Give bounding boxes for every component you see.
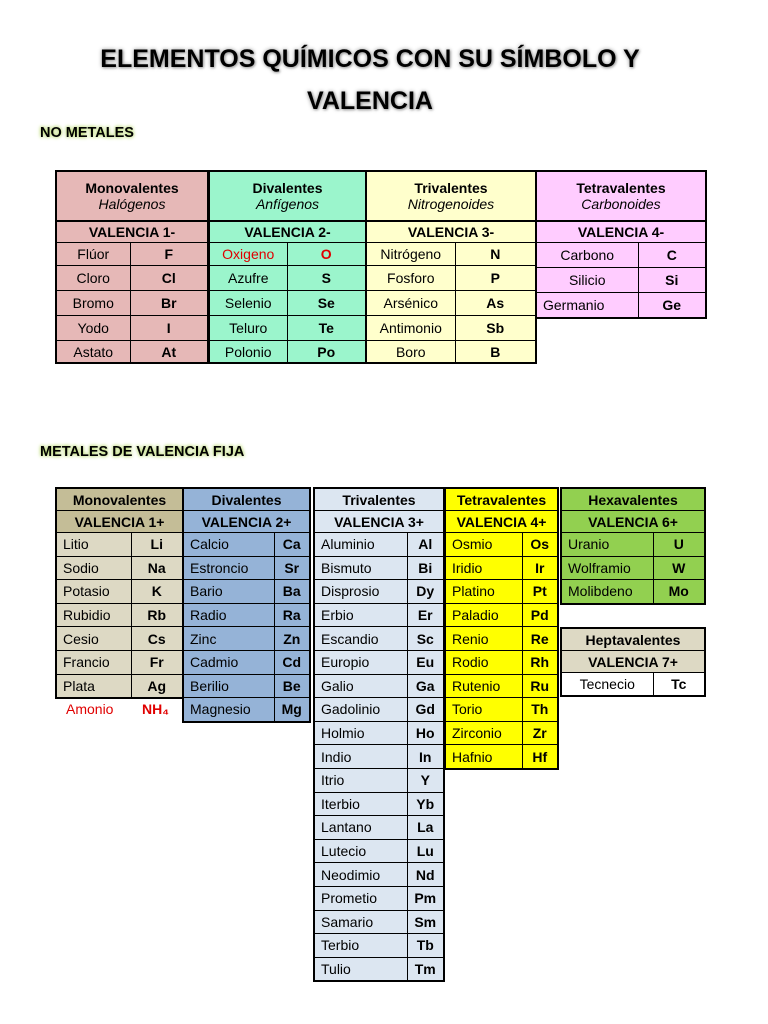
group-name: Monovalentes: [85, 180, 179, 196]
table-row: [209, 243, 366, 266]
element-symbol: Cd: [274, 650, 310, 674]
element-name: Rubidio: [56, 603, 131, 627]
element-name: Arsénico: [366, 291, 455, 316]
group-header: [536, 171, 706, 221]
table-row: [445, 698, 558, 722]
table-row: [314, 603, 444, 627]
valencia-row: [56, 221, 208, 243]
element-name: Cesio: [56, 627, 131, 651]
section-no-metales: NO METALES: [40, 125, 134, 141]
element-symbol: Eu: [407, 650, 444, 674]
no-metales-table-2: [365, 170, 537, 364]
element-name: Flúor: [56, 243, 130, 266]
table-row: [536, 243, 706, 268]
table-row: [366, 316, 536, 341]
extra-element-symbol: NH₄: [142, 701, 169, 717]
valencia-row: [183, 511, 310, 533]
table-row: [209, 291, 366, 316]
element-symbol: P: [455, 266, 536, 291]
metales-table-4: [560, 487, 706, 605]
no-metales-table-3: [535, 170, 707, 319]
element-name: Wolframio: [561, 556, 653, 580]
element-name: Hafnio: [445, 745, 522, 769]
table-row: [209, 266, 366, 291]
table-row: [314, 627, 444, 651]
element-symbol: Al: [407, 533, 444, 557]
element-name: Tecnecio: [561, 673, 653, 697]
element-symbol: Dy: [407, 580, 444, 604]
element-name: Litio: [56, 533, 131, 557]
table-row: [314, 768, 444, 792]
table-row: [445, 627, 558, 651]
table-row: [561, 556, 705, 580]
table-row: [536, 268, 706, 293]
element-symbol: Mg: [274, 698, 310, 722]
group-name: Tetravalentes: [576, 180, 666, 196]
valencia-label: VALENCIA 2-: [209, 221, 366, 243]
element-name: Lutecio: [314, 839, 407, 863]
table-row: [183, 533, 310, 557]
element-name: Estroncio: [183, 556, 274, 580]
element-symbol: N: [455, 243, 536, 266]
metales-table-0: [55, 487, 184, 699]
element-symbol: Sr: [274, 556, 310, 580]
element-name: Aluminio: [314, 533, 407, 557]
metales-table-5: [560, 627, 706, 697]
element-symbol: Ag: [131, 674, 183, 698]
table-row: [56, 341, 208, 364]
valencia-row: [314, 511, 444, 533]
element-name: Plata: [56, 674, 131, 698]
group-name: Monovalentes: [56, 488, 183, 511]
element-name: Bismuto: [314, 556, 407, 580]
table-row: [314, 698, 444, 722]
element-symbol: Ba: [274, 580, 310, 604]
element-symbol: Li: [131, 533, 183, 557]
valencia-label: VALENCIA 6+: [561, 511, 705, 533]
table-row: [56, 580, 183, 604]
element-symbol: Tc: [653, 673, 705, 697]
element-name: Polonio: [209, 341, 287, 364]
group-subtitle: Nitrogenoides: [407, 196, 495, 212]
element-name: Berilio: [183, 674, 274, 698]
element-name: Itrio: [314, 768, 407, 792]
table-row: [314, 792, 444, 816]
table-row: [366, 291, 536, 316]
element-name: Bario: [183, 580, 274, 604]
valencia-row: [561, 651, 705, 673]
element-name: Cloro: [56, 266, 130, 291]
element-symbol: Rh: [522, 650, 558, 674]
table-row: [366, 266, 536, 291]
table-row: [183, 650, 310, 674]
extra-element-name: Amonio: [66, 701, 114, 717]
element-name: Iridio: [445, 556, 522, 580]
valencia-row: [445, 511, 558, 533]
group-header: [209, 171, 366, 221]
valencia-label: VALENCIA 3+: [314, 511, 444, 533]
element-name: Holmio: [314, 721, 407, 745]
table-row: [445, 721, 558, 745]
element-name: Zinc: [183, 627, 274, 651]
element-symbol: Er: [407, 603, 444, 627]
table-row: [561, 673, 705, 697]
element-symbol: Ge: [638, 293, 706, 319]
table-row: [314, 745, 444, 769]
element-symbol: Fr: [131, 650, 183, 674]
table-row: [314, 721, 444, 745]
group-name: Hexavalentes: [561, 488, 705, 511]
element-symbol: Tb: [407, 934, 444, 958]
element-name: Magnesio: [183, 698, 274, 722]
table-row: [445, 745, 558, 769]
element-name: Calcio: [183, 533, 274, 557]
element-name: Rutenio: [445, 674, 522, 698]
element-symbol: Sb: [455, 316, 536, 341]
valencia-label: VALENCIA 4-: [536, 221, 706, 243]
metales-table-2: [313, 487, 445, 982]
table-row: [183, 674, 310, 698]
table-row: [314, 934, 444, 958]
element-name: Yodo: [56, 316, 130, 341]
table-row: [56, 266, 208, 291]
table-row: [314, 839, 444, 863]
valencia-row: [56, 511, 183, 533]
group-subtitle: Halógenos: [98, 196, 166, 212]
group-subtitle: Carbonoides: [581, 196, 661, 212]
table-row: [183, 580, 310, 604]
element-name: Germanio: [536, 293, 638, 319]
element-symbol: La: [407, 816, 444, 840]
table-row: [56, 627, 183, 651]
element-symbol: Bi: [407, 556, 444, 580]
element-symbol: Lu: [407, 839, 444, 863]
element-symbol: Hf: [522, 745, 558, 769]
element-name: Selenio: [209, 291, 287, 316]
table-row: [314, 580, 444, 604]
element-symbol: Sc: [407, 627, 444, 651]
valencia-label: VALENCIA 1+: [56, 511, 183, 533]
valencia-label: VALENCIA 1-: [56, 221, 208, 243]
group-header-row: [445, 488, 558, 511]
table-row: [314, 650, 444, 674]
group-name: Trivalentes: [414, 180, 488, 196]
element-symbol: Ga: [407, 674, 444, 698]
element-symbol: Zn: [274, 627, 310, 651]
table-row: [314, 863, 444, 887]
element-symbol: As: [455, 291, 536, 316]
element-symbol: Nd: [407, 863, 444, 887]
table-row: [445, 650, 558, 674]
element-name: Europio: [314, 650, 407, 674]
element-name: Rodio: [445, 650, 522, 674]
element-name: Boro: [366, 341, 455, 364]
valencia-label: VALENCIA 7+: [561, 651, 705, 673]
table-row: [445, 674, 558, 698]
table-row: [209, 341, 366, 364]
element-name: Astato: [56, 341, 130, 364]
valencia-row: [536, 221, 706, 243]
element-symbol: Br: [130, 291, 208, 316]
table-row: [56, 650, 183, 674]
table-row: [314, 556, 444, 580]
element-name: Indio: [314, 745, 407, 769]
group-header-row: [314, 488, 444, 511]
table-row: [445, 580, 558, 604]
element-name: Uranio: [561, 533, 653, 557]
element-name: Osmio: [445, 533, 522, 557]
table-row: [366, 243, 536, 266]
element-symbol: Tm: [407, 957, 444, 981]
group-header-row: [183, 488, 310, 511]
group-name: Trivalentes: [314, 488, 444, 511]
table-row: [561, 580, 705, 604]
table-row: [183, 627, 310, 651]
valencia-label: VALENCIA 2+: [183, 511, 310, 533]
no-metales-table-1: [208, 170, 367, 364]
group-header: [56, 171, 208, 221]
metales-table-1: [182, 487, 311, 723]
valencia-label: VALENCIA 3-: [366, 221, 536, 243]
element-name: Nitrógeno: [366, 243, 455, 266]
element-symbol: B: [455, 341, 536, 364]
element-name: Iterbio: [314, 792, 407, 816]
group-header-row: [209, 171, 366, 221]
element-symbol: Cs: [131, 627, 183, 651]
page-title-line-1: ELEMENTOS QUÍMICOS CON SU SÍMBOLO Y: [100, 45, 640, 73]
table-row: [56, 556, 183, 580]
section-metales-valencia-fija: METALES DE VALENCIA FIJA: [40, 444, 245, 460]
table-row: [314, 674, 444, 698]
table-row: [56, 291, 208, 316]
element-name: Silicio: [536, 268, 638, 293]
element-symbol: Gd: [407, 698, 444, 722]
table-row: [56, 243, 208, 266]
element-symbol: W: [653, 556, 705, 580]
element-symbol: Po: [287, 341, 366, 364]
element-name: Tulio: [314, 957, 407, 981]
element-name: Antimonio: [366, 316, 455, 341]
element-name: Disprosio: [314, 580, 407, 604]
element-symbol: Yb: [407, 792, 444, 816]
element-name: Zirconio: [445, 721, 522, 745]
element-name: Prometio: [314, 886, 407, 910]
table-row: [314, 816, 444, 840]
group-name: Divalentes: [252, 180, 323, 196]
element-name: Azufre: [209, 266, 287, 291]
element-symbol: Os: [522, 533, 558, 557]
element-name: Renio: [445, 627, 522, 651]
element-name: Lantano: [314, 816, 407, 840]
group-name: Tetravalentes: [445, 488, 558, 511]
element-name: Radio: [183, 603, 274, 627]
table-row: [536, 293, 706, 319]
element-symbol: I: [130, 316, 208, 341]
element-symbol: Th: [522, 698, 558, 722]
element-name: Neodimio: [314, 863, 407, 887]
element-name: Erbio: [314, 603, 407, 627]
valencia-row: [209, 221, 366, 243]
element-symbol: Be: [274, 674, 310, 698]
element-symbol: S: [287, 266, 366, 291]
table-row: [445, 533, 558, 557]
element-name: Samario: [314, 910, 407, 934]
element-name: Cadmio: [183, 650, 274, 674]
no-metales-table-0: [55, 170, 209, 364]
element-symbol: In: [407, 745, 444, 769]
table-row: [561, 533, 705, 557]
table-row: [314, 957, 444, 981]
group-header-row: [56, 171, 208, 221]
table-row: [56, 533, 183, 557]
group-header-row: [561, 488, 705, 511]
table-row: [183, 698, 310, 722]
element-name: Fosforo: [366, 266, 455, 291]
group-name: Heptavalentes: [561, 628, 705, 651]
table-row: [314, 533, 444, 557]
table-row: [366, 341, 536, 364]
element-symbol: Sm: [407, 910, 444, 934]
table-row: [183, 556, 310, 580]
element-name: Bromo: [56, 291, 130, 316]
table-row: [56, 674, 183, 698]
group-header: [366, 171, 536, 221]
group-header-row: [536, 171, 706, 221]
element-name: Terbio: [314, 934, 407, 958]
table-row: [56, 603, 183, 627]
table-row: [209, 316, 366, 341]
table-row: [445, 556, 558, 580]
element-name: Sodio: [56, 556, 131, 580]
element-symbol: Se: [287, 291, 366, 316]
group-subtitle: Anfígenos: [255, 196, 320, 212]
table-row: [183, 603, 310, 627]
element-symbol: Ir: [522, 556, 558, 580]
element-symbol: K: [131, 580, 183, 604]
element-symbol: Na: [131, 556, 183, 580]
valencia-row: [366, 221, 536, 243]
element-symbol: Ca: [274, 533, 310, 557]
element-symbol: Te: [287, 316, 366, 341]
element-symbol: Ra: [274, 603, 310, 627]
element-symbol: Zr: [522, 721, 558, 745]
page-title-line-2: VALENCIA: [307, 87, 433, 115]
element-symbol: O: [287, 243, 366, 266]
group-name: Divalentes: [183, 488, 310, 511]
element-name: Escandio: [314, 627, 407, 651]
element-name: Teluro: [209, 316, 287, 341]
element-symbol: Pd: [522, 603, 558, 627]
element-name: Platino: [445, 580, 522, 604]
element-symbol: C: [638, 243, 706, 268]
element-symbol: Cl: [130, 266, 208, 291]
element-symbol: Ru: [522, 674, 558, 698]
element-symbol: Ho: [407, 721, 444, 745]
element-name: Oxigeno: [209, 243, 287, 266]
valencia-row: [561, 511, 705, 533]
element-name: Potasio: [56, 580, 131, 604]
table-row: [314, 910, 444, 934]
element-symbol: U: [653, 533, 705, 557]
element-symbol: Re: [522, 627, 558, 651]
table-row: [445, 603, 558, 627]
group-header-row: [366, 171, 536, 221]
element-name: Francio: [56, 650, 131, 674]
element-symbol: At: [130, 341, 208, 364]
table-row: [56, 316, 208, 341]
element-name: Paladio: [445, 603, 522, 627]
element-name: Galio: [314, 674, 407, 698]
element-name: Gadolinio: [314, 698, 407, 722]
element-symbol: F: [130, 243, 208, 266]
element-symbol: Mo: [653, 580, 705, 604]
group-header-row: [561, 628, 705, 651]
element-name: Molibdeno: [561, 580, 653, 604]
element-symbol: Si: [638, 268, 706, 293]
valencia-label: VALENCIA 4+: [445, 511, 558, 533]
group-header-row: [56, 488, 183, 511]
element-name: Torio: [445, 698, 522, 722]
element-symbol: Y: [407, 768, 444, 792]
metales-table-3: [444, 487, 559, 770]
table-row: [314, 886, 444, 910]
element-symbol: Rb: [131, 603, 183, 627]
element-name: Carbono: [536, 243, 638, 268]
element-symbol: Pm: [407, 886, 444, 910]
element-symbol: Pt: [522, 580, 558, 604]
